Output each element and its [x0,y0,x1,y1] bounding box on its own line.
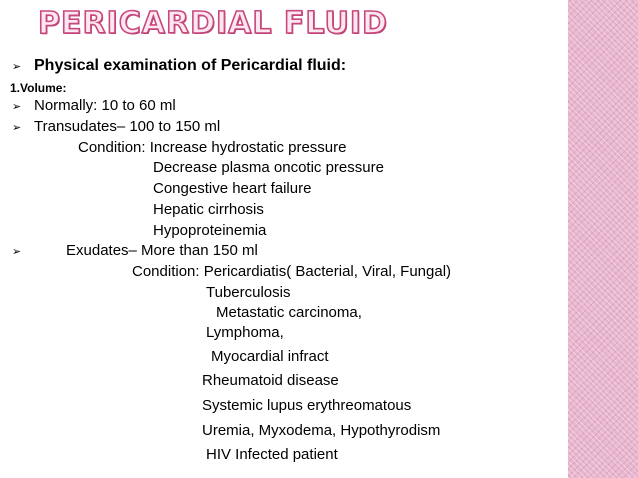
exudate-condition: Myocardial infract [211,348,329,365]
normal-volume-text: Normally: 10 to 60 ml [34,97,176,114]
exudates-text: Exudates– More than 150 ml [66,242,258,259]
section-heading: Physical examination of Pericardial fluid: [34,57,347,74]
exudate-condition: Systemic lupus erythreomatous [202,397,412,414]
transudates-text: Transudates– 100 to 150 ml [34,118,221,135]
decorative-sidebar [568,0,638,478]
arrow-bullet-icon: ➢ [12,101,22,113]
exudate-condition: HIV Infected patient [206,446,338,463]
exudate-condition: Condition: Pericardiatis( Bacterial, Viral, Fungal) [132,263,452,280]
transudate-condition: Hepatic cirrhosis [153,201,264,218]
exudate-condition: Tuberculosis [206,284,291,301]
arrow-bullet-icon: ➢ [12,122,22,134]
exudate-condition: Metastatic carcinoma, [216,304,362,321]
arrow-bullet-icon: ➢ [12,61,22,73]
subheading-volume: 1.Volume: [10,81,67,95]
transudate-condition: Congestive heart failure [153,180,312,197]
slide-title: PERICARDIAL FLUID [38,6,388,41]
exudate-condition: Rheumatoid disease [202,372,339,389]
transudate-condition: Decrease plasma oncotic pressure [153,159,384,176]
exudate-condition: Uremia, Myxodema, Hypothyrodism [202,422,441,439]
exudate-condition: Lymphoma, [206,324,284,341]
arrow-bullet-icon: ➢ [12,246,22,258]
transudate-condition: Hypoproteinemia [153,222,267,239]
transudate-condition: Condition: Increase hydrostatic pressure [78,139,347,156]
